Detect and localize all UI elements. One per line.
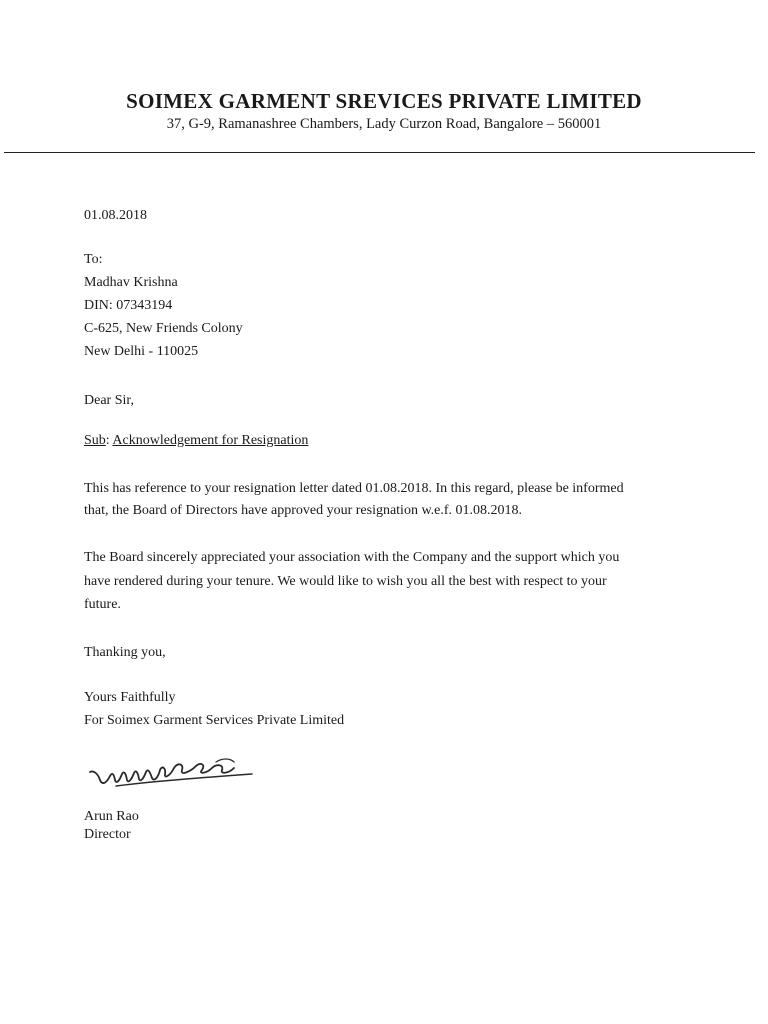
salutation: Dear Sir,	[84, 393, 134, 408]
body-paragraph-1-line-2: that, the Board of Directors have approved your resignation w.e.f. 01.08.2018.	[84, 503, 523, 518]
recipient-name: Madhav Krishna	[84, 275, 178, 290]
signatory-name: Arun Rao	[84, 809, 139, 824]
signoff-organization: For Soimex Garment Services Private Limited	[84, 713, 345, 728]
recipient-din: DIN: 07343194	[84, 298, 173, 313]
subject-line	[84, 432, 308, 450]
signoff: Yours Faithfully	[84, 690, 176, 705]
letter-date: 01.08.2018	[84, 208, 147, 223]
letterhead-divider	[4, 152, 755, 153]
letterhead	[0, 88, 768, 133]
handwritten-signature	[86, 752, 256, 794]
to-label: To:	[84, 252, 103, 267]
closing: Thanking you,	[84, 645, 166, 660]
body-paragraph-2-line-2: have rendered during your tenure. We would like to wish you all the best with respect to your	[84, 574, 607, 589]
company-address: 37, G-9, Ramanashree Chambers, Lady Curzon Road, Bangalore – 560001	[166, 116, 602, 132]
body-paragraph-2-line-1: The Board sincerely appreciated your association with the Company and the support which you	[84, 550, 620, 565]
recipient-address-line1: C-625, New Friends Colony	[84, 321, 243, 336]
company-name: SOIMEX GARMENT SREVICES PRIVATE LIMITED	[126, 89, 642, 113]
subject-text: Acknowledgement for Resignation	[112, 433, 309, 448]
body-paragraph-2-line-3: future.	[84, 597, 121, 612]
signatory-title: Director	[84, 827, 131, 842]
subject-label: Sub	[84, 433, 106, 448]
body-paragraph-1-line-1: This has reference to your resignation letter dated 01.08.2018. In this regard, please be informed	[84, 481, 624, 496]
subject-separator: :	[105, 433, 113, 448]
recipient-address-line2: New Delhi - 110025	[84, 344, 199, 359]
